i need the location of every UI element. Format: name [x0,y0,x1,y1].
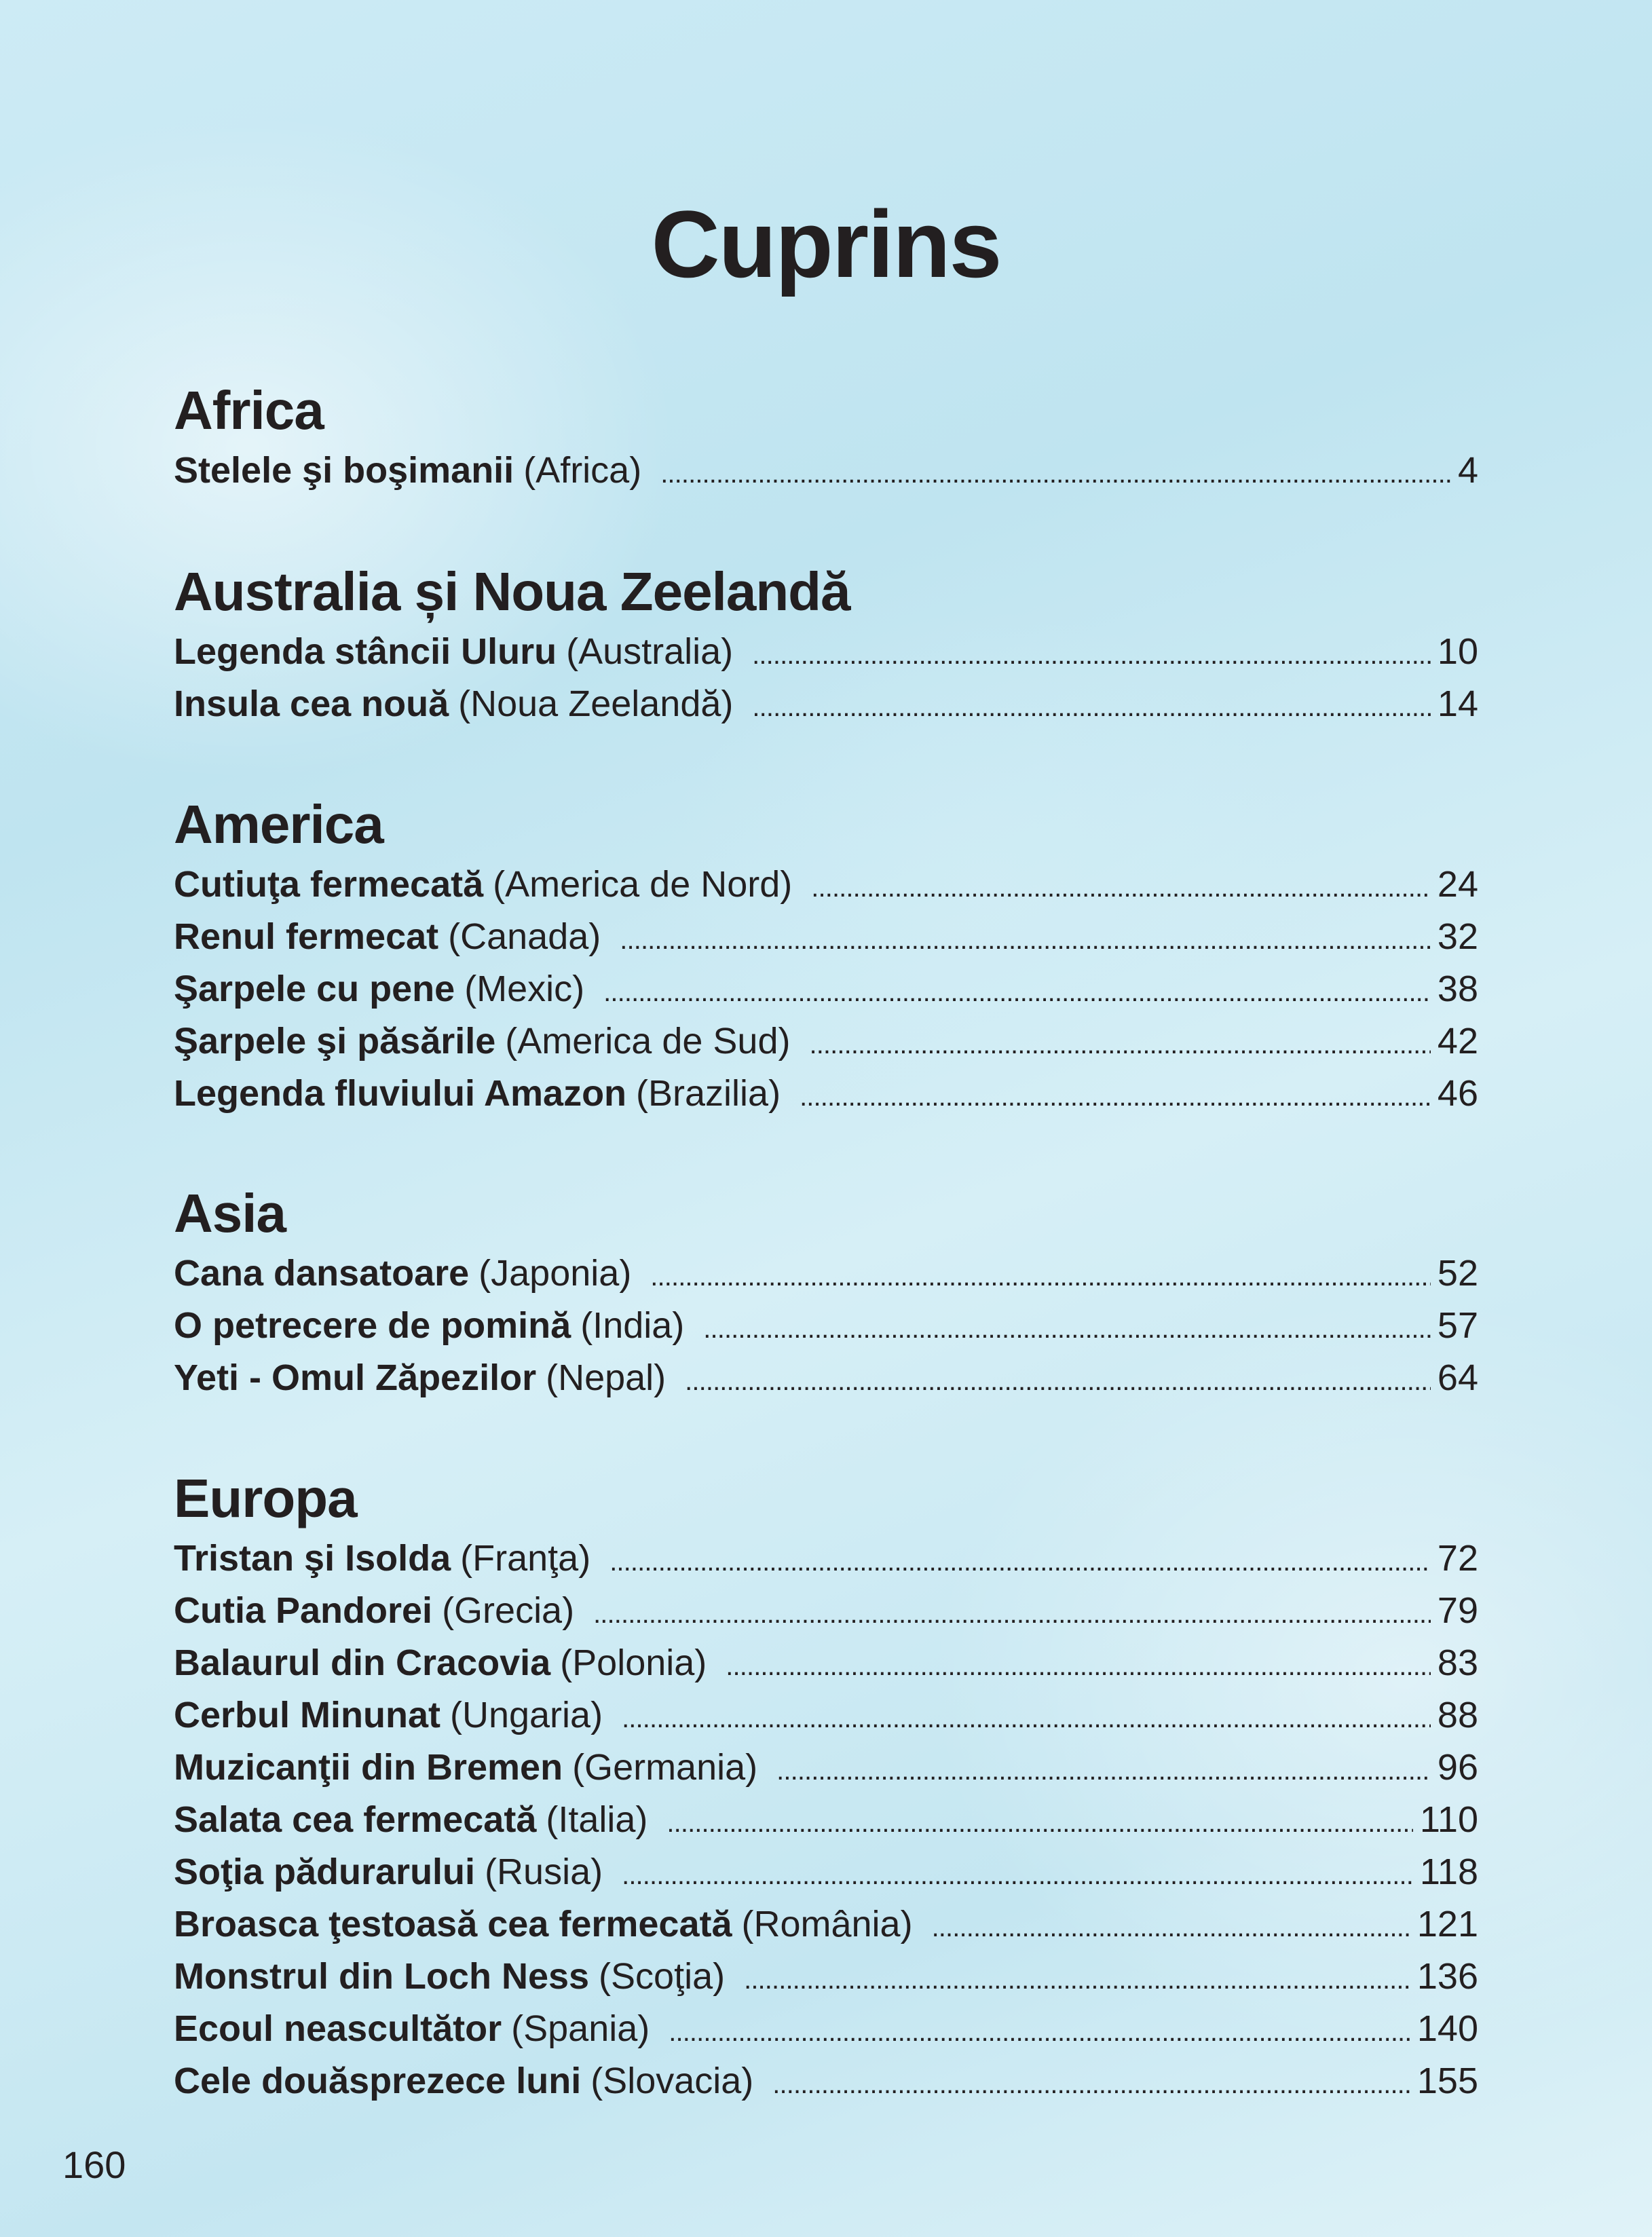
toc-entry[interactable] [174,1015,1478,1068]
story-title: Şarpele cu pene [174,969,455,1009]
story-title: Cutiuţa fermecată [174,864,484,905]
toc-entry[interactable] [174,1742,1478,1794]
toc-entry[interactable] [174,626,1478,678]
story-title: Legenda fluviului Amazon [174,1073,627,1114]
dot-leader [703,1300,1431,1355]
story-page: 57 [1437,1305,1478,1346]
dot-leader [800,1068,1431,1123]
section-title: Asia [174,1183,286,1243]
toc-entry[interactable] [174,1951,1478,2003]
toc-entry[interactable] [174,1637,1478,1689]
story-region: (Franţa) [460,1538,591,1579]
toc-entry[interactable] [174,2003,1478,2055]
story-region: (Australia) [566,631,734,672]
story-region: (Ungaria) [449,1695,603,1735]
story-title: Salata cea fermecată [174,1799,537,1840]
toc-entry[interactable] [174,1689,1478,1742]
story-page: 64 [1437,1357,1478,1398]
story-region: (Grecia) [442,1590,575,1631]
story-page: 118 [1419,1851,1478,1892]
section-america [174,791,1478,1120]
toc-entry[interactable] [174,1533,1478,1585]
section-australia [174,558,1478,730]
dot-leader [609,1533,1431,1588]
story-page: 4 [1457,450,1478,491]
story-title: Soţia pădurarului [174,1851,476,1892]
story-page: 46 [1437,1073,1478,1114]
dot-leader [752,626,1431,681]
story-page: 72 [1437,1538,1478,1579]
story-title: Cutia Pandorei [174,1590,433,1631]
story-region: (Brazilia) [636,1073,781,1114]
story-region: (India) [580,1305,685,1346]
toc-entry[interactable] [174,678,1478,730]
story-title: Broasca ţestoasă cea fermecată [174,1904,732,1944]
story-page: 42 [1437,1021,1478,1061]
story-page: 10 [1437,631,1478,672]
dot-leader [669,2003,1410,2059]
story-region: (America de Nord) [493,864,793,905]
section-asia [174,1180,1478,1404]
story-region: (Slovacia) [590,2061,754,2101]
story-page: 83 [1437,1642,1478,1683]
story-region: (Scoţia) [599,1956,726,1997]
story-region: (Germania) [572,1747,758,1788]
dot-leader [603,963,1431,1019]
dot-leader [667,1794,1413,1849]
dot-leader [726,1637,1431,1693]
story-page: 24 [1437,864,1478,905]
story-title: Şarpele şi păsările [174,1021,496,1061]
story-region: (România) [741,1904,913,1944]
story-title: Cele douăsprezece luni [174,2061,582,2101]
story-region: (America de Sud) [505,1021,791,1061]
section-title: Europa [174,1468,357,1528]
section-europa [174,1465,1478,2107]
story-title: Renul fermecat [174,916,439,957]
dot-leader [752,678,1431,734]
story-region: (Polonia) [560,1642,707,1683]
story-page: 14 [1437,683,1478,724]
story-region: (Canada) [448,916,601,957]
story-region: (Spania) [511,2008,650,2049]
section-title: America [174,794,383,854]
dot-leader [772,2055,1410,2111]
story-region: (Rusia) [485,1851,603,1892]
story-title: Cana dansatoare [174,1253,470,1294]
story-title: Yeti - Omul Zăpezilor [174,1357,537,1398]
story-title: Legenda stâncii Uluru [174,631,557,672]
story-page: 140 [1416,2008,1478,2049]
dot-leader [660,445,1451,500]
story-region: (Africa) [523,450,642,491]
toc-entry[interactable] [174,1068,1478,1120]
story-title: Stelele şi boşimanii [174,450,514,491]
toc-entry[interactable] [174,1898,1478,1951]
toc-entry[interactable] [174,859,1478,911]
story-title: Ecoul neascultător [174,2008,502,2049]
story-title: Tristan şi Isolda [174,1538,451,1579]
story-title: O petrecere de pomină [174,1305,571,1346]
section-africa [174,377,1478,497]
story-title: Muzicanţii din Bremen [174,1747,563,1788]
toc-entry[interactable] [174,1794,1478,1846]
story-page: 88 [1437,1695,1478,1735]
dot-leader [622,1846,1413,1902]
dot-leader [932,1898,1410,1954]
story-region: (Noua Zeelandă) [458,683,734,724]
story-region: (Nepal) [546,1357,667,1398]
toc-entry[interactable] [174,1352,1478,1404]
dot-leader [744,1951,1410,2006]
story-title: Cerbul Minunat [174,1695,440,1735]
toc-entry[interactable] [174,445,1478,497]
story-page: 155 [1416,2061,1478,2101]
story-page: 110 [1419,1799,1478,1840]
dot-leader [811,859,1431,914]
toc-entry[interactable] [174,1247,1478,1300]
story-page: 96 [1437,1747,1478,1788]
story-title: Balaurul din Cracovia [174,1642,551,1683]
dot-leader [593,1585,1431,1640]
story-region: (Mexic) [464,969,585,1009]
dot-leader [776,1742,1431,1797]
dot-leader [622,1689,1431,1745]
story-title: Insula cea nouă [174,683,449,724]
toc-entry[interactable] [174,1846,1478,1898]
story-page: 121 [1416,1904,1478,1944]
story-page: 38 [1437,969,1478,1009]
section-title: Africa [174,380,324,440]
story-region: (Italia) [546,1799,648,1840]
page-title: Cuprins [651,191,1001,297]
story-title: Monstrul din Loch Ness [174,1956,590,1997]
dot-leader [685,1352,1431,1408]
story-region: (Japonia) [478,1253,632,1294]
toc-entry[interactable] [174,2055,1478,2107]
story-page: 136 [1416,1956,1478,1997]
toc-entry[interactable] [174,963,1478,1015]
dot-leader [650,1247,1431,1303]
story-page: 52 [1437,1253,1478,1294]
page-number: 160 [62,2143,126,2186]
toc-entry[interactable] [174,1585,1478,1637]
story-page: 32 [1437,916,1478,957]
dot-leader [620,911,1431,966]
story-page: 79 [1437,1590,1478,1631]
toc-entry[interactable] [174,911,1478,963]
section-title: Australia și Noua Zeelandă [174,561,850,622]
dot-leader [809,1015,1430,1071]
toc-entry[interactable] [174,1300,1478,1352]
